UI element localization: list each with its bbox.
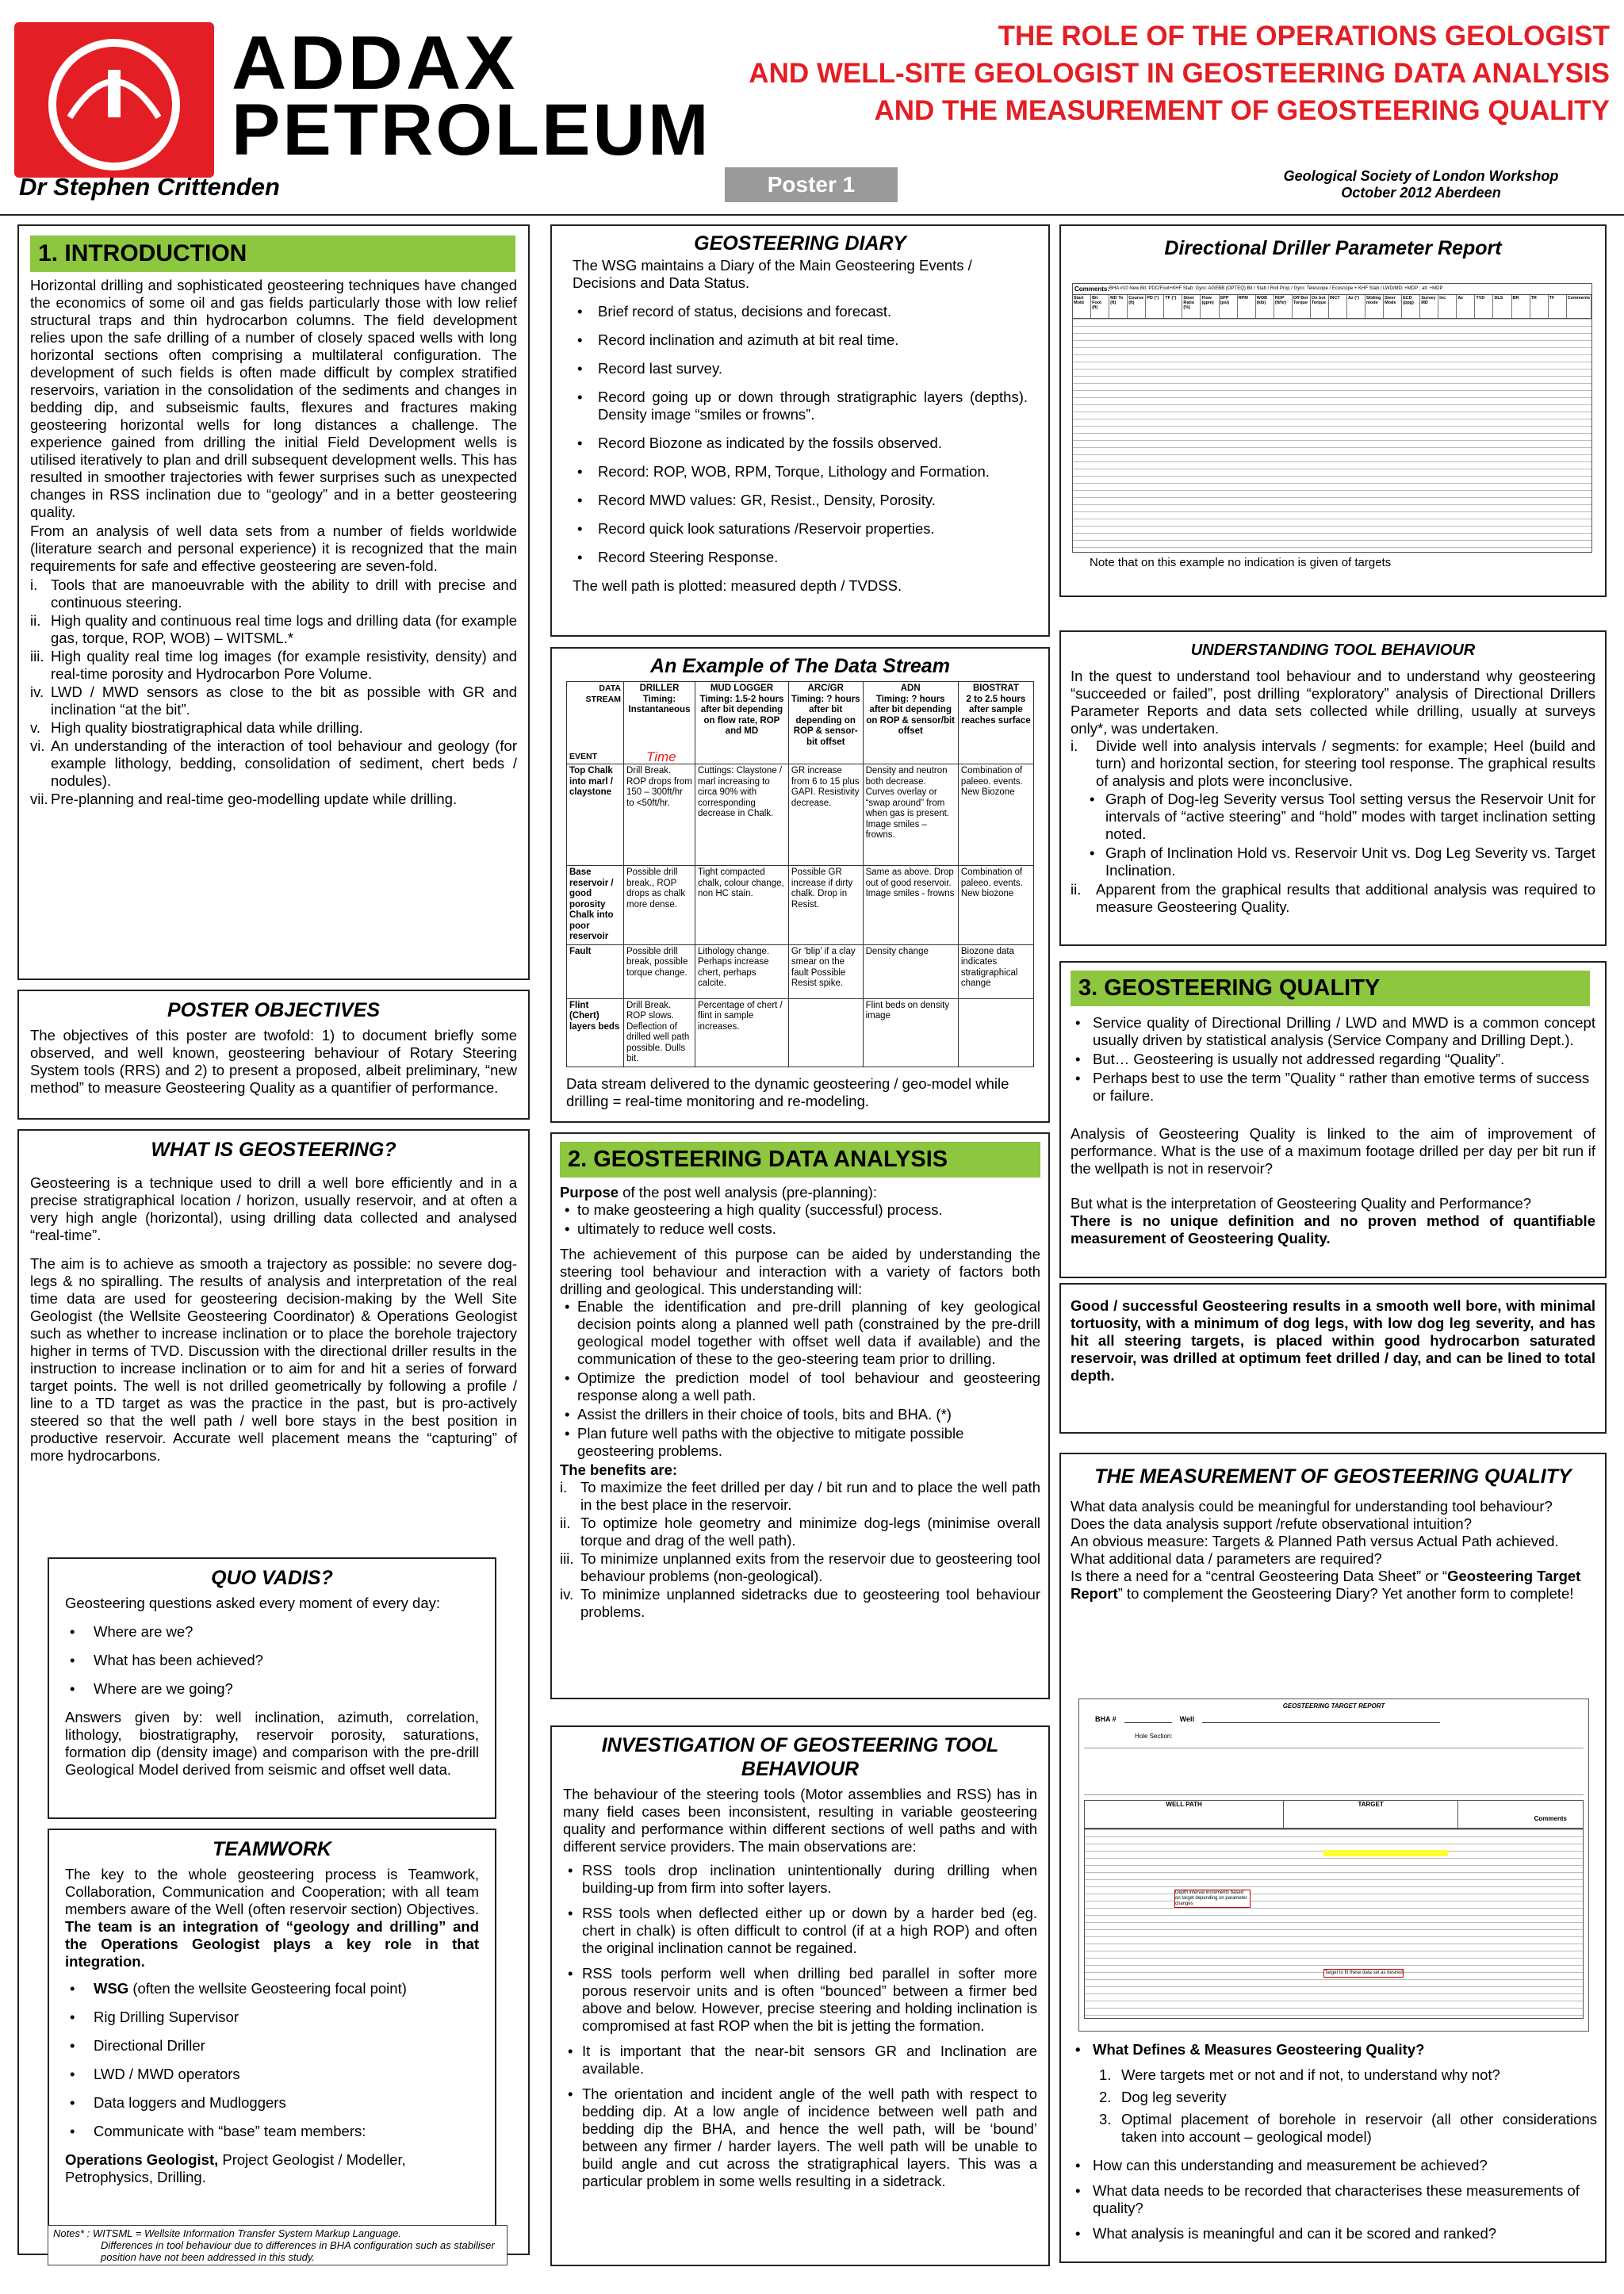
quo-vadis-title: QUO VADIS? bbox=[211, 1567, 333, 1589]
list-item: • Perhaps best to use the term ”Quality “ rather than emotive terms of success or failure. bbox=[1071, 1070, 1595, 1105]
list-item: • What has been achieved? bbox=[65, 1652, 479, 1669]
table-row: Base reservoir / good porosity Chalk into poor reservoir Possible drill break., ROP drops as chalk more dense. Tight compacted chalk, colour change, non HC stain. Possible GR increase if dirty chalk. Drop in Resist. Same as above. Drop out of good reservoir. Image smiles - frowns Combination of paleeo. events. New biozone bbox=[567, 866, 1034, 945]
data-stream-panel bbox=[550, 647, 1050, 1123]
objectives-text: The objectives of this poster are twofold: 1) to document briefly some observed, and well known, geosteering behaviour of Rotary Steering System tools (RRS) and 2) to present a proposed, albeit preliminary, “new method” to measure Geosteering Quality as a quantifier of performance. bbox=[30, 1027, 517, 1096]
time-arrow-label: Time bbox=[646, 749, 676, 764]
dd-column-header: Course (ft) bbox=[1128, 295, 1146, 318]
title-line-1: THE ROLE OF THE OPERATIONS GEOLOGIST bbox=[998, 21, 1610, 52]
dd-parameter-report-panel bbox=[1059, 224, 1607, 597]
list-item: • Record: ROP, WOB, RPM, Torque, Lithology and Formation. bbox=[573, 463, 1028, 481]
dd-column-header: DLS bbox=[1493, 295, 1511, 318]
list-item: • Communicate with “base” team members: bbox=[65, 2123, 479, 2140]
list-item: • What data needs to be recorded that characterises these measurements of quality? bbox=[1071, 2182, 1599, 2217]
dd-column-header: Off Bot Torque bbox=[1293, 295, 1311, 318]
data-stream-title: An Example of The Data Stream bbox=[650, 655, 950, 677]
analysis-purpose: of the post well analysis (pre-planning): bbox=[622, 1184, 878, 1201]
quo-vadis-panel bbox=[48, 1557, 496, 1819]
event-line-2: October 2012 Aberdeen bbox=[1341, 185, 1501, 201]
investigation-intro: The behaviour of the steering tools (Motor assemblies and RSS) has in many field cases been inconsistent, resulting in variable geosteering quality and performance within different sections of well paths and with different service providers. The main observations are: bbox=[563, 1786, 1037, 1855]
dd-column-header: Bit Foot (ft) bbox=[1091, 295, 1109, 318]
quality-paragraph-3: There is no unique definition and no proven method of quantifiable measurement of Geosteering Quality. bbox=[1071, 1212, 1595, 1247]
what-is-paragraph-1: Geosteering is a technique used to drill a well bore efficiently and in a precise stratigraphical location / horizon, usually reservoir, and at often a very high angle (horizontal), using drilling data collected and analysed “real-time”. bbox=[30, 1174, 517, 1243]
list-item: ii. High quality and continuous real time logs and drilling data (for example gas, torque, ROP, WOB) – WITSML.* bbox=[30, 612, 517, 646]
dd-column-header: TR bbox=[1530, 295, 1549, 318]
dd-column-header: Start Mold bbox=[1073, 295, 1091, 318]
poster-title bbox=[626, 17, 1610, 129]
sheet-note-target: Target to fit these data set as desired bbox=[1323, 1969, 1403, 1978]
notes-line-1: Notes* : WITSML = Wellsite Information Transfer System Markup Language. bbox=[53, 2227, 401, 2239]
list-item: • RSS tools when deflected either up or down by a harder bed (eg. chert in chalk) is often difficult to control (if at a high ROP) and often the original inclination cannot be regained. bbox=[563, 1905, 1037, 1957]
list-item: • What Defines & Measures Geosteering Quality? bbox=[1071, 2041, 1599, 2058]
list-item: vi. An understanding of the interaction of tool behaviour and geology (for example lithology, bedding, consolidation of sediment, chert beds / nodules). bbox=[30, 737, 517, 789]
list-item: • What analysis is meaningful and can it be scored and ranked? bbox=[1071, 2225, 1599, 2242]
teamwork-panel bbox=[48, 1829, 496, 2235]
list-item: • Graph of Inclination Hold vs. Reservoir Unit vs. Dog Leg Severity vs. Target Inclination. bbox=[1085, 844, 1595, 879]
sheet-well-path-label: WELL PATH bbox=[1085, 1801, 1284, 1828]
list-item: vii. Pre-planning and real-time geo-modelling update while drilling. bbox=[30, 791, 458, 807]
list-item: • RSS tools perform well when drilling bed parallel in softer more porous reservoir units and is often “bounced” between a firmer bed above and below. However, precise steering and holding inclination is compromised at fast ROP when the bit is jetting the formation. bbox=[563, 1965, 1037, 2035]
poster-objectives-panel bbox=[17, 990, 530, 1120]
dd-column-header: TVD bbox=[1475, 295, 1493, 318]
list-item: 3. Optimal placement of borehole in reservoir (all other considerations taken into account – geological model) bbox=[1099, 2111, 1597, 2145]
table-row: Top Chalk into marl / claystone Drill Break. ROP drops from 150 – 300ft/hr to <50ft/hr. Cuttings: Claystone / marl increasing to circa 90% with corresponding decrease in Chalk. GR increase from 6 to 15 plus GAPI. Resistivity decrease. Density and neutron both decrease. Curves overlay or “swap around” from when gas is present. Image smiles – frowns. Combination of paleeo. events. New Biozone bbox=[567, 764, 1034, 866]
event-line-1: Geological Society of London Workshop bbox=[1283, 168, 1559, 184]
quality-heading: 3. GEOSTEERING QUALITY bbox=[1071, 971, 1590, 1006]
dd-column-header: MD To (ft) bbox=[1109, 295, 1128, 318]
teamwork-text-bold: The team is an integration of “geology and drilling” and the Operations Geologist plays a key role in that integration. bbox=[65, 1918, 479, 1970]
list-item: • Where are we going? bbox=[65, 1680, 479, 1698]
author: Dr Stephen Crittenden bbox=[19, 173, 280, 201]
dd-data-rows bbox=[1073, 319, 1591, 552]
what-is-paragraph-2: The aim is to achieve as smooth a trajectory as possible: no severe dog-legs & no spiralling. The results of analysis and interpretation of the real time data are used for geosteering decision-making by the Well Site Geologist (the Wellsite Geosteering Coordinator) & Operations Geologist such as whether to increase inclination or to place the borehole trajectory higher in terms of TVD. Discussion with the directional driller results in the instruction to increase inclination or to aim for and hit a series of forward target points. The well is not drilled geometrically by following a profile / line to a TD target as was the practice in the past, but is pro-actively steered so that the well path / well bore stays in the best position in productive reservoir. Accurate well placement means the “capturing” of more hydrocarbons. bbox=[30, 1255, 517, 1464]
event-info bbox=[1239, 168, 1603, 201]
corner-event-label: EVENT bbox=[569, 751, 598, 761]
list-item: • Record quick look saturations /Reservoir properties. bbox=[573, 520, 1028, 538]
list-item: ii. To optimize hole geometry and minimize dog-legs (minimise overall torque and drag of the well path). bbox=[560, 1515, 1040, 1549]
list-item: • The orientation and incident angle of the well path with respect to bedding dip. At a low angle of incidence between well path and bedding dip the BHA, and hence the well path, will be ‘bound’ between any firmer / harder layers. The well path will be unable to build angle and cut across the stratigraphical layers. This was a particular problem in some wells resulting in a sidetrack. bbox=[563, 2085, 1037, 2190]
list-item: • Brief record of status, decisions and forecast. bbox=[573, 303, 1028, 320]
analysis-purpose-bold: Purpose bbox=[560, 1184, 619, 1201]
diary-intro: The WSG maintains a Diary of the Main Geosteering Events / Decisions and Data Status. bbox=[573, 257, 972, 291]
geosteering-target-report-sheet bbox=[1078, 1698, 1589, 2032]
header-divider bbox=[0, 214, 1624, 216]
good-geosteering-panel bbox=[1059, 1283, 1607, 1434]
geosteering-diary-panel bbox=[550, 224, 1050, 637]
list-item: • Record going up or down through stratigraphic layers (depths). Density image “smiles or frowns”. bbox=[573, 389, 1028, 423]
investigation-title: INVESTIGATION OF GEOSTEERING TOOL BEHAVIOUR bbox=[601, 1734, 999, 1780]
column-header: DRILLER Timing: Instantaneous Time bbox=[624, 682, 695, 764]
dd-column-headers bbox=[1073, 295, 1591, 319]
dd-column-header: Inc bbox=[1438, 295, 1457, 318]
understanding-title: UNDERSTANDING TOOL BEHAVIOUR bbox=[1190, 641, 1476, 659]
list-item: • Record inclination and azimuth at bit real time. bbox=[573, 331, 1028, 349]
dd-column-header: BR bbox=[1512, 295, 1530, 318]
measurement-line: An obvious measure: Targets & Planned Path versus Actual Path achieved. bbox=[1071, 1533, 1559, 1549]
list-item: • Record last survey. bbox=[573, 360, 1028, 377]
intro-requirements-list bbox=[30, 576, 517, 808]
list-item: i. Tools that are manoeuvrable with the ability to drill with precise and continuous steering. bbox=[30, 576, 517, 611]
dd-column-header: Sliding mode bbox=[1365, 295, 1384, 318]
understanding-tool-behaviour-panel bbox=[1059, 630, 1607, 946]
intro-paragraph-1: Horizontal drilling and sophisticated geosteering techniques have changed the economics of some oil and gas fields particularly those with low relief structural traps and thin hydrocarbon columns. The field development relies upon the safe drilling of a number of closely spaced wells with long horizontal sections often comprising a multilateral configuration. The development of such fields is often made difficult by complex stratified reservoirs, variation in the consolidation of the sediments and changes in bedding dip, and subseismic faults, flexures and fractures making geosteering horizontal wells for long distances a challenge. The experience gained from drilling the initial Field Development wells is utilised iteratively to plan and drill subsequent development wells. This has resulted in smoother trajectories with fewer surprises such as unexpected changes in RSS inclination due to “geology” and in a better geosteering quality. bbox=[30, 277, 517, 520]
dd-column-header: PD (°) bbox=[1146, 295, 1164, 318]
data-analysis-panel bbox=[550, 1132, 1050, 1699]
list-item: i. Divide well into analysis intervals / segments: for example; Heel (build and turn) and horizontal section, for steering tool response. The graphical results of analysis and plots were inconclusive. bbox=[1071, 737, 1595, 789]
measurement-line: What additional data / parameters are required? bbox=[1071, 1550, 1382, 1567]
logo-mark bbox=[14, 22, 214, 178]
objectives-title: POSTER OBJECTIVES bbox=[167, 999, 381, 1021]
measurement-line: What data analysis could be meaningful for understanding tool behaviour? bbox=[1071, 1498, 1553, 1515]
list-item: • Directional Driller bbox=[65, 2037, 479, 2055]
list-item: • Record MWD values: GR, Resist., Density, Porosity. bbox=[573, 492, 1028, 509]
introduction-heading: 1. INTRODUCTION bbox=[30, 236, 515, 272]
list-item: 2. Dog leg severity bbox=[1099, 2089, 1227, 2105]
what-is-geosteering-panel bbox=[17, 1129, 530, 2255]
dd-column-header: ECD (ppg) bbox=[1402, 295, 1420, 318]
list-item: iii. High quality real time log images (for example resistivity, density) and real-time porosity and Hydrocarbon Pore Volume. bbox=[30, 648, 517, 682]
list-item: • WSG (often the wellsite Geosteering focal point) bbox=[65, 1980, 479, 1997]
sheet-target-label: TARGET bbox=[1284, 1801, 1458, 1828]
list-item: iii. To minimize unplanned exits from the reservoir due to geosteering tool behaviour problems (non-geological). bbox=[560, 1550, 1040, 1584]
list-item: • Record Biozone as indicated by the fossils observed. bbox=[573, 435, 1028, 452]
teamwork-footer-bold: Operations Geologist, bbox=[65, 2151, 219, 2168]
quality-paragraph-2: But what is the interpretation of Geosteering Quality and Performance? bbox=[1071, 1195, 1532, 1212]
analysis-benefits: The benefits are: bbox=[560, 1461, 678, 1478]
dd-column-header: Flow (gpm) bbox=[1201, 295, 1219, 318]
dd-column-header: SPP (psi) bbox=[1220, 295, 1238, 318]
investigation-panel bbox=[550, 1725, 1050, 2266]
understanding-intro: In the quest to understand tool behaviour and to understand why geosteering “succeeded or failed”, post drilling “exploratory” analysis of Directional Drillers Parameter Reports and data sets collected while drilling, usually at surveys only*, was undertaken. bbox=[1071, 668, 1595, 737]
list-item: • Plan future well paths with the objective to mitigate possible geosteering problems. bbox=[560, 1425, 1040, 1460]
sheet-data-grid bbox=[1084, 1829, 1584, 2019]
sheet-bha-label: BHA # bbox=[1095, 1715, 1116, 1723]
column-header: ARC/GR Timing: ? hours after bit depending on ROP & sensor-bit offset bbox=[788, 682, 863, 764]
data-stream-caption: Data stream delivered to the dynamic geosteering / geo-model while drilling = real-time monitoring and re-modeling. bbox=[566, 1074, 1009, 1109]
list-item: • It is important that the near-bit sensors GR and Inclination are available. bbox=[563, 2043, 1037, 2078]
dd-column-header: WOB (klb) bbox=[1256, 295, 1274, 318]
dd-column-header: INCT bbox=[1329, 295, 1347, 318]
good-geosteering-text: Good / successful Geosteering results in a smooth well bore, with minimal tortuosity, with a minimum of dog legs, with low dog leg severity, and has hit all steering targets, is placed within good hydrocarbon saturated reservoir, was drilled at optimum feet drilled / day, and can be lined to total depth. bbox=[1071, 1297, 1595, 1384]
table-corner-cell bbox=[567, 682, 624, 764]
table-row: Flint (Chert) layers beds Drill Break. ROP slows. Deflection of drilled well path possible. Dulls bit. Percentage of chert / flint in sample increases. Flint beds on density image bbox=[567, 998, 1034, 1067]
data-stream-table bbox=[566, 681, 1034, 1067]
column-header: MUD LOGGER Timing: 1.5-2 hours after bit depending on flow rate, ROP and MD bbox=[695, 682, 789, 764]
teamwork-title: TEAMWORK bbox=[213, 1838, 331, 1860]
table-row: Fault Possible drill break, possible torque change. Lithology change. Perhaps increase chert, perhaps calcite. Gr ‘blip’ if a clay smear on the fault Possible Resist spike. Density change Biozone data indicates stratigraphical change bbox=[567, 944, 1034, 998]
analysis-heading: 2. GEOSTEERING DATA ANALYSIS bbox=[560, 1142, 1040, 1178]
introduction-panel bbox=[17, 224, 530, 980]
list-item: iv. To minimize unplanned sidetracks due to geosteering tool behaviour problems. bbox=[560, 1586, 1040, 1620]
logo-wordmark-addax: ADDAX bbox=[232, 21, 519, 105]
list-item: • How can this understanding and measurement be achieved? bbox=[1071, 2157, 1599, 2174]
list-item: • Record Steering Response. bbox=[573, 549, 1028, 566]
dd-comments-text: BHA #10 New Bit: PDC/Foot+KHF Stab: Gyro: AGEBB (OPTEQ) Bit / Stab / Roll Prop / Gyro: Telescope / Ecoscope + KHF Stab / LWD/MD: +MDP : alt: +MDP bbox=[1109, 286, 1443, 291]
logo-wordmark-petroleum: PETROLEUM bbox=[232, 90, 711, 170]
notes-box bbox=[48, 2225, 508, 2265]
dd-column-header: Survey MD bbox=[1420, 295, 1438, 318]
quo-vadis-answer: Answers given by: well inclination, azimuth, correlation, lithology, biostratigraphy, reservoir porosity, saturations, formation dip (density image) and comparison with the pre-drill Geological Model derived from seismic and offset well data. bbox=[65, 1709, 479, 1778]
measurement-line: Is there a need for a “central Geosteering Data Sheet” or “Geosteering Target Report” to complement the Geosteering Diary? Yet another form to complete! bbox=[1071, 1568, 1581, 1602]
dd-report-title: Directional Driller Parameter Report bbox=[1164, 237, 1502, 259]
geosteering-quality-panel bbox=[1059, 961, 1607, 1278]
sheet-comments-label: Comments bbox=[1534, 1815, 1567, 1822]
dd-report-note: Note that on this example no indication is given of targets bbox=[1090, 556, 1392, 569]
corner-data-stream-label: DATA STREAM bbox=[585, 684, 621, 704]
title-line-2: AND WELL-SITE GEOLOGIST IN GEOSTEERING DATA ANALYSIS bbox=[749, 58, 1610, 89]
list-item: • Data loggers and Mudloggers bbox=[65, 2094, 479, 2112]
dd-report-sheet bbox=[1072, 283, 1592, 553]
intro-paragraph-2: From an analysis of well data sets from a number of fields worldwide (literature search and personal experience) it is recognized that the main requirements for safe and effective geosteering are seven-fold. bbox=[30, 523, 517, 574]
list-item: • Where are we? bbox=[65, 1623, 479, 1641]
list-item: 1. Were targets met or not and if not, to understand why not? bbox=[1099, 2066, 1500, 2083]
dd-column-header: Comments bbox=[1567, 295, 1591, 318]
list-item: • Graph of Dog-leg Severity versus Tool setting versus the Reservoir Unit for intervals of “active steering” and “hold” modes with target inclination setting noted. bbox=[1085, 791, 1595, 843]
measurement-panel bbox=[1059, 1453, 1607, 2263]
list-item: • ultimately to reduce well costs. bbox=[560, 1220, 1040, 1238]
dd-comments-label: Comments: bbox=[1074, 285, 1110, 293]
diary-title: GEOSTEERING DIARY bbox=[694, 232, 906, 255]
dd-column-header: TF bbox=[1549, 295, 1567, 318]
list-item: • But… Geosteering is usually not addressed regarding “Quality”. bbox=[1071, 1051, 1595, 1068]
measurement-title: THE MEASUREMENT OF GEOSTEERING QUALITY bbox=[1094, 1465, 1572, 1488]
quo-vadis-intro: Geosteering questions asked every moment of every day: bbox=[65, 1595, 441, 1611]
sheet-note-interval: Depth interval increments based on target depending on parameter changes bbox=[1174, 1890, 1251, 1908]
list-item: • Optimize the prediction model of tool behaviour and geosteering response along a well path. bbox=[560, 1369, 1040, 1404]
what-is-title: WHAT IS GEOSTEERING? bbox=[151, 1139, 396, 1161]
dd-column-header: RPM bbox=[1238, 295, 1256, 318]
list-item: ii. Apparent from the graphical results that additional analysis was required to measure Geosteering Quality. bbox=[1071, 881, 1595, 915]
list-item: i. To maximize the feet drilled per day / bit run and to place the well path in the best place in the reservoir. bbox=[560, 1479, 1040, 1513]
dd-column-header: Steer Mode bbox=[1384, 295, 1402, 318]
poster-number-badge: Poster 1 bbox=[725, 167, 898, 202]
column-header: ADN Timing: ? hours after bit depending on ROP & sensor/bit offset bbox=[863, 682, 958, 764]
sheet-title: GEOSTEERING TARGET REPORT bbox=[1282, 1702, 1385, 1710]
diary-footer: The well path is plotted: measured depth / TVDSS. bbox=[573, 577, 902, 594]
dd-column-header: Az (°) bbox=[1347, 295, 1365, 318]
list-item: • LWD / MWD operators bbox=[65, 2066, 479, 2083]
teamwork-text: The key to the whole geosteering process is Teamwork, Collaboration, Communication and Cooperation; with all team members aware of the Well (often reservoir section) Objectives. bbox=[65, 1866, 479, 1917]
column-header: BIOSTRAT 2 to 2.5 hours after sample reaches surface bbox=[958, 682, 1033, 764]
list-item: • RSS tools drop inclination unintentionally during drilling when building-up from firm into softer layers. bbox=[563, 1862, 1037, 1897]
sinopec-logo-icon bbox=[14, 22, 214, 178]
table-header-row bbox=[567, 682, 1034, 764]
list-item: • Rig Drilling Supervisor bbox=[65, 2009, 479, 2026]
list-item: • Assist the drillers in their choice of tools, bits and BHA. (*) bbox=[560, 1406, 1040, 1423]
title-line-3: AND THE MEASUREMENT OF GEOSTEERING QUALITY bbox=[874, 95, 1610, 126]
list-item: v. High quality biostratigraphical data while drilling. bbox=[30, 719, 363, 736]
list-item: iv. LWD / MWD sensors as close to the bit as possible with GR and inclination “at the bit”. bbox=[30, 684, 517, 718]
teamwork-footer: Project Geologist / Modeller, Petrophysics, Drilling. bbox=[65, 2151, 406, 2185]
quality-paragraph-1: Analysis of Geosteering Quality is linked to the aim of improvement of performance. What is the use of a maximum footage drilled per day per bit run if the wellpath is not in reservoir? bbox=[1071, 1125, 1595, 1177]
dd-column-header: ROP (ft/hr) bbox=[1274, 295, 1293, 318]
measurement-line: Does the data analysis support /refute observational intuition? bbox=[1071, 1515, 1472, 1532]
analysis-achievement: The achievement of this purpose can be aided by understanding the steering tool behaviour and interaction with a variety of factors both drilling and geological. This understanding will: bbox=[560, 1246, 1040, 1297]
notes-line-2: Differences in tool behaviour due to differences in BHA configuration such as stabiliser position have not been addressed in this study. bbox=[101, 2239, 495, 2263]
sheet-hole-label: Hole Section: bbox=[1135, 1733, 1173, 1740]
dd-column-header: TF (°) bbox=[1164, 295, 1182, 318]
list-item: • Enable the identification and pre-drill planning of key geological decision points along a planned well path (constrained by the pre-drill geological model together with offset well data if available) and the communication of these to the geo-steering team prior to drilling. bbox=[560, 1298, 1040, 1368]
dd-column-header: Az bbox=[1457, 295, 1475, 318]
list-item: • to make geosteering a high quality (successful) process. bbox=[560, 1201, 1040, 1219]
list-item: • Service quality of Directional Drilling / LWD and MWD is a common concept usually driven by statistical analysis (Service Company and Drilling Dept.). bbox=[1071, 1014, 1595, 1049]
dd-column-header: Steer Ratio (%) bbox=[1182, 295, 1201, 318]
sheet-well-label: Well bbox=[1179, 1715, 1195, 1723]
dd-column-header: On bot Torque bbox=[1311, 295, 1329, 318]
